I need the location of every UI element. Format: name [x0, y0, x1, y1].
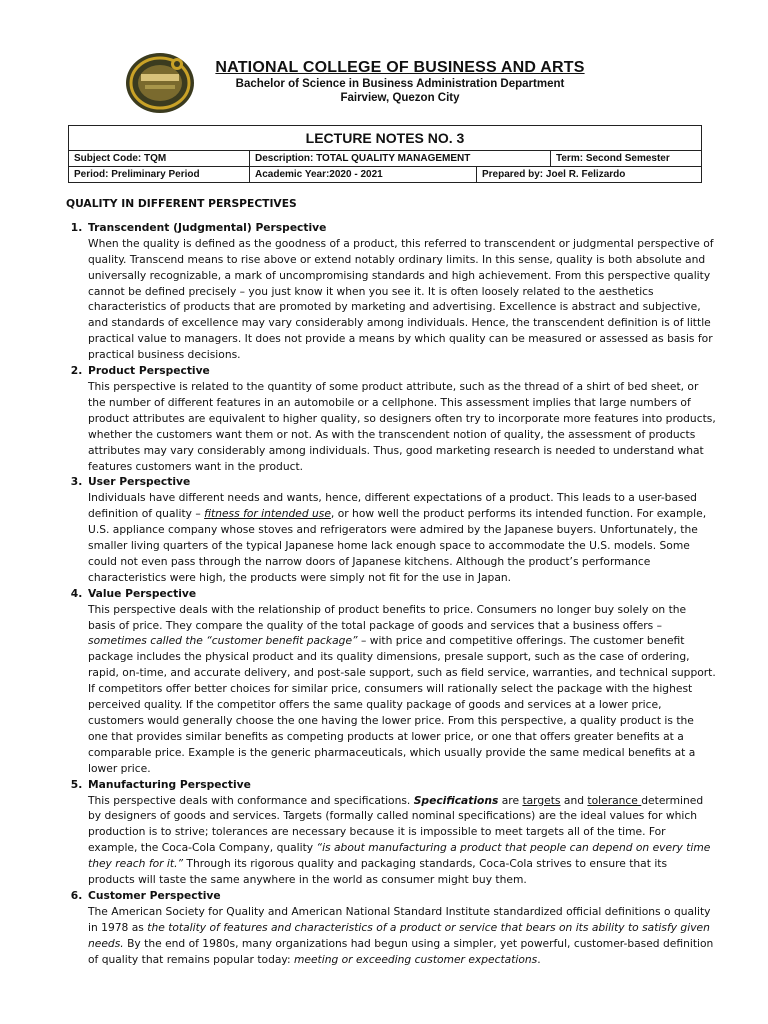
item-title: 3. User Perspective — [88, 475, 191, 489]
course-description: Description: TOTAL QUALITY MANAGEMENT — [250, 151, 551, 167]
lecture-content — [66, 196, 716, 968]
college-name: NATIONAL COLLEGE OF BUSINESS AND ARTS — [215, 59, 585, 76]
period: Period: Preliminary Period — [69, 167, 250, 183]
item-title: 4. Value Perspective — [88, 586, 197, 600]
body-text: Individuals have different needs and wants, hence, different expectations of a product. This leads to a user-based definition of quality – — [88, 491, 697, 521]
lecture-title: LECTURE NOTES NO. 3 — [69, 126, 702, 151]
item-body — [88, 904, 716, 968]
item-body: This perspective is related to the quantity of some product attribute, such as the thread of a shirt of bed sheet, or the number of different features in an automobile or a cellphone. This assessment implies that large numbers of product attributes are equivalent to higher quality, so designers often try to incorporate more features into products, whether the customers want them or not. As with the transcendent notion of quality, the assessment of products attributes may vary considerably among individuals. Thus, good marketing research is needed to understand what features customers want in the product. — [88, 379, 716, 473]
list-item — [86, 220, 716, 363]
college-logo — [125, 52, 195, 114]
section-title: QUALITY IN DIFFERENT PERSPECTIVES — [66, 197, 297, 210]
item-body: When the quality is defined as the goodness of a product, this referred to transcendent or judgmental perspective of quality. Transcend means to rise above or extend notably ordinary limits. In this sense, quality is both absolute and universally recognizable, a mark of uncompromising standards and high achievement. From this perspective quality cannot be defined precisely – you just know it when you see it. It is often loosely related to the aesthetics characteristics of products that are promoted by marketing and advertising. Excellence is abstract and subjective, and standards of excellence may vary considerably among individuals. Hence, the transcendent definition is of little practical value to managers. It does not provide a means by which quality can be measured or assessed as basis for practical business decisions. — [88, 236, 714, 362]
body-text: are — [498, 793, 523, 807]
subject-code: Subject Code: TQM — [69, 151, 250, 167]
underlined-text: targets — [522, 793, 561, 807]
emphasis-text: Specifications — [413, 793, 499, 807]
body-text: – with price and competitive offerings. The customer benefit package includes the physical product and its quality dimensions, presale support, such as the case of ordering, rapid, on-time, and accurate delivery, and post-sale support, such as field service, warranties, and technical support. If competitors offer better choices for similar price, consumers will rationally select the package with the highest perceived quality. If the competitor offers the same quality package of goods and services at a lower price, customers would generally choose the one having the lower price. From this perspective, a quality product is the one that provides similar benefits as competing products at lower price, or one that offers greater benefits at a comparable price. Example is the generic pharmaceuticals, which usually provide the same medical benefits at a lower price. — [88, 634, 716, 775]
list-item — [86, 474, 716, 585]
underlined-text: tolerance — [587, 793, 642, 807]
body-text: . — [537, 952, 541, 966]
emphasis-text: meeting or exceeding customer expectations — [293, 952, 538, 966]
item-body — [88, 793, 716, 888]
prepared-by: Prepared by: Joel R. Felizardo — [477, 167, 702, 183]
body-text: , or how well the product performs its intended function. For example, U.S. appliance company whose stoves and refrigerators were admired by the Japanese buyers. Unfortunately, the smaller living quarters of the typical Japanese home lack enough space to accommodate the U.S. models. Some could not even pass through the narrow doors of Japanese kitchens. Although the product’s performance characteristics were high, the products were simply not fit for the use in Japan. — [88, 507, 707, 584]
item-title: 1. Transcendent (Judgmental) Perspective — [88, 220, 327, 234]
list-item — [86, 363, 716, 474]
body-text: This perspective deals with the relationship of product benefits to price. Consumers no longer buy solely on the basis of price. They compare the quality of the total package of goods and services that a business offers – — [88, 602, 687, 632]
department-name: Bachelor of Science in Business Administration Department — [235, 78, 565, 90]
academic-year: Academic Year:2020 - 2021 — [250, 167, 477, 183]
college-address: Fairview, Quezon City — [340, 92, 460, 104]
emphasis-text: fitness for intended use — [204, 507, 331, 521]
item-body — [88, 490, 716, 585]
item-title: 5. Manufacturing Perspective — [88, 777, 251, 791]
college-header — [200, 58, 600, 105]
body-text: and — [560, 793, 588, 807]
lecture-info-table — [68, 125, 702, 183]
item-title: 2. Product Perspective — [88, 364, 210, 378]
emphasis-text: the totality of features and characteristics of a product or service that bears on its ability to satisfy given needs. — [88, 920, 710, 950]
item-title: 6. Customer Perspective — [88, 888, 221, 902]
body-text: determined by designers of goods and services. Targets (formally called nominal specifications) are the ideal values for which production is to strive; tolerances are necessary because it is impossible to meet targets all of the time. For example, the Coca-Cola Company, quality — [88, 793, 704, 855]
list-item — [86, 888, 716, 968]
item-body — [88, 602, 716, 777]
quote-text: “is about manufacturing a product that people can depend on every time they reach for it.” — [88, 841, 711, 871]
perspective-list — [66, 220, 716, 968]
body-text: The American Society for Quality and American National Standard Institute standardized official definitions o quality in 1978 as — [88, 904, 711, 934]
body-text: By the end of 1980s, many organizations had begun using a simpler, yet powerful, customer-based definition of quality that remains popular today: — [88, 936, 714, 966]
list-item — [86, 777, 716, 888]
list-item — [86, 586, 716, 777]
body-text: Through its rigorous quality and packaging standards, Coca-Cola strives to ensure that its products will taste the same anywhere in the world as consumer might buy them. — [88, 857, 668, 887]
body-text: This perspective deals with conformance and specifications. — [88, 793, 414, 807]
term: Term: Second Semester — [551, 151, 702, 167]
emphasis-text: sometimes called the “customer benefit package” — [88, 634, 358, 648]
